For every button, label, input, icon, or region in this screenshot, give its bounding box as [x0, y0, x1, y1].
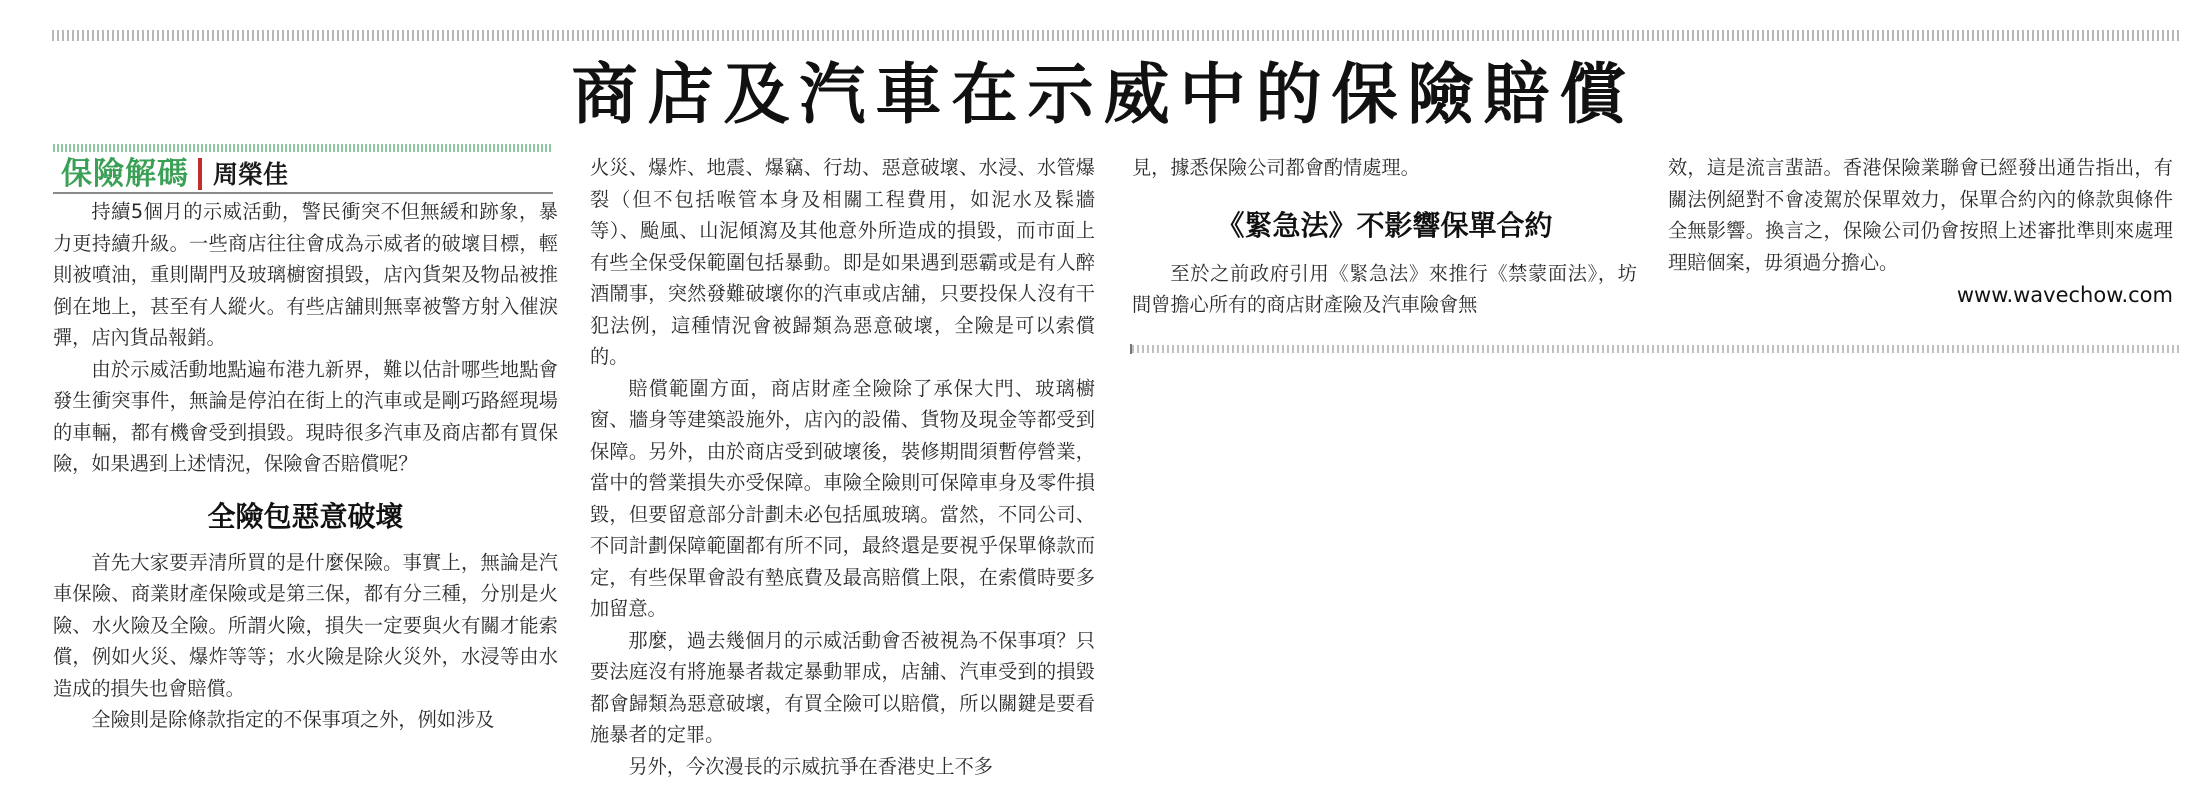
author-name: 周榮佳 — [213, 160, 289, 189]
column-name: 保險解碼 — [61, 156, 189, 192]
paragraph: 效，這是流言蜚語。香港保險業聯會已經發出通告指出，有關法例絕對不會凌駕於保單效力，保單合約內的條款與條件全無影響。換言之，保險公司仍會按照上述審批準則來處理理賠個案，毋須過分擔心。 — [1668, 156, 2173, 274]
paragraph: 火災、爆炸、地震、爆竊、行劫、惡意破壞、水浸、水管爆裂（但不包括喉管本身及相關工程費用，如泥水及髹牆等）、颱風、山泥傾瀉及其他意外所造成的損毀，而市面上有些全保受保範圍包括暴動。即是如果遇到惡霸或是有人醉酒鬧事，突然發難破壞你的汽車或店舖，只要投保人沒有干犯法例，這種情況會被歸類為惡意破壞，全險是可以索償的。 — [590, 156, 1095, 368]
top-dotted-rule — [52, 30, 2180, 41]
paragraph: 賠償範圍方面，商店財產全險除了承保大門、玻璃櫥窗、牆身等建築設施外，店內的設備、貨物及現金等都受到保障。另外，由於商店受到破壞後，裝修期間須暫停營業，當中的營業損失亦受保障。車險全險則可保障車身及零件損毀，但要留意部分計劃未必包括風玻璃。當然，不同公司、不同計劃保障範圍都有所不同，最終還是要視乎保單條款而定，有些保單會設有墊底費及最高賠償上限，在索償時要多加留意。 — [590, 376, 1095, 620]
subheading-emergency: 《緊急法》不影響保單合約 — [1216, 208, 1553, 242]
header-divider-bar — [198, 158, 202, 190]
paragraph: 首先大家要弄清所買的是什麼保險。事實上，無論是汽車保險、商業財產保險或是第三保，都有分三種，分別是火險、水火險及全險。所謂火險，損失一定要與火有關才能索償，例如火災、爆炸等等；水火險是除火災外，水浸等由水造成的損失也會賠償。 — [53, 550, 558, 700]
article-column-4 — [1668, 152, 2173, 310]
article-column-1 — [53, 152, 558, 736]
header-underline — [53, 192, 553, 194]
page-headline: 商店及汽車在示威中的保險賠償 — [571, 56, 1636, 133]
mid-dotted-rule — [1132, 345, 2180, 353]
paragraph: 另外，今次漫長的示威抗爭在香港史上不多 — [628, 754, 993, 778]
paragraph: 由於示威活動地點遍布港九新界，難以估計哪些地點會發生衝突事件，無論是停泊在街上的汽車或是剛巧路經現場的車輛，都有機會受到損毀。現時很多汽車及商店都有買保險，如果遇到上述情況，保險會否賠償呢？ — [53, 357, 558, 475]
paragraph: 見，據悉保險公司都會酌情處理。 — [1132, 156, 1420, 179]
column-header — [53, 144, 558, 194]
article-column-2 — [590, 152, 1095, 782]
paragraph: 全險則是除條款指定的不保事項之外，例如涉及 — [91, 708, 495, 731]
paragraph: 那麼，過去幾個月的示威活動會否被視為不保事項？只要法庭沒有將施暴者裁定暴動罪成，店舖、汽車受到的損毀都會歸類為惡意破壞，有買全險可以賠償，所以關鍵是要看施暴者的定罪。 — [590, 628, 1095, 746]
subheading-comprehensive: 全險包惡意破壞 — [207, 499, 404, 533]
article-column-3 — [1132, 152, 1637, 321]
paragraph: 至於之前政府引用《緊急法》來推行《禁蒙面法》，坊間曾擔心所有的商店財產險及汽車險會無 — [1132, 261, 1637, 316]
website-url: www.wavechow.com — [1956, 283, 2173, 307]
paragraph: 持續5個月的示威活動，警民衝突不但無緩和跡象，暴力更持續升級。一些商店往往會成為示威者的破壞目標，輕則被噴油，重則閘門及玻璃櫥窗損毀，店內貨架及物品被推倒在地上，甚至有人縱火。有些店舖則無辜被警方射入催淚彈，店內貨品報銷。 — [53, 200, 558, 349]
header-dotted-rule — [53, 144, 553, 152]
